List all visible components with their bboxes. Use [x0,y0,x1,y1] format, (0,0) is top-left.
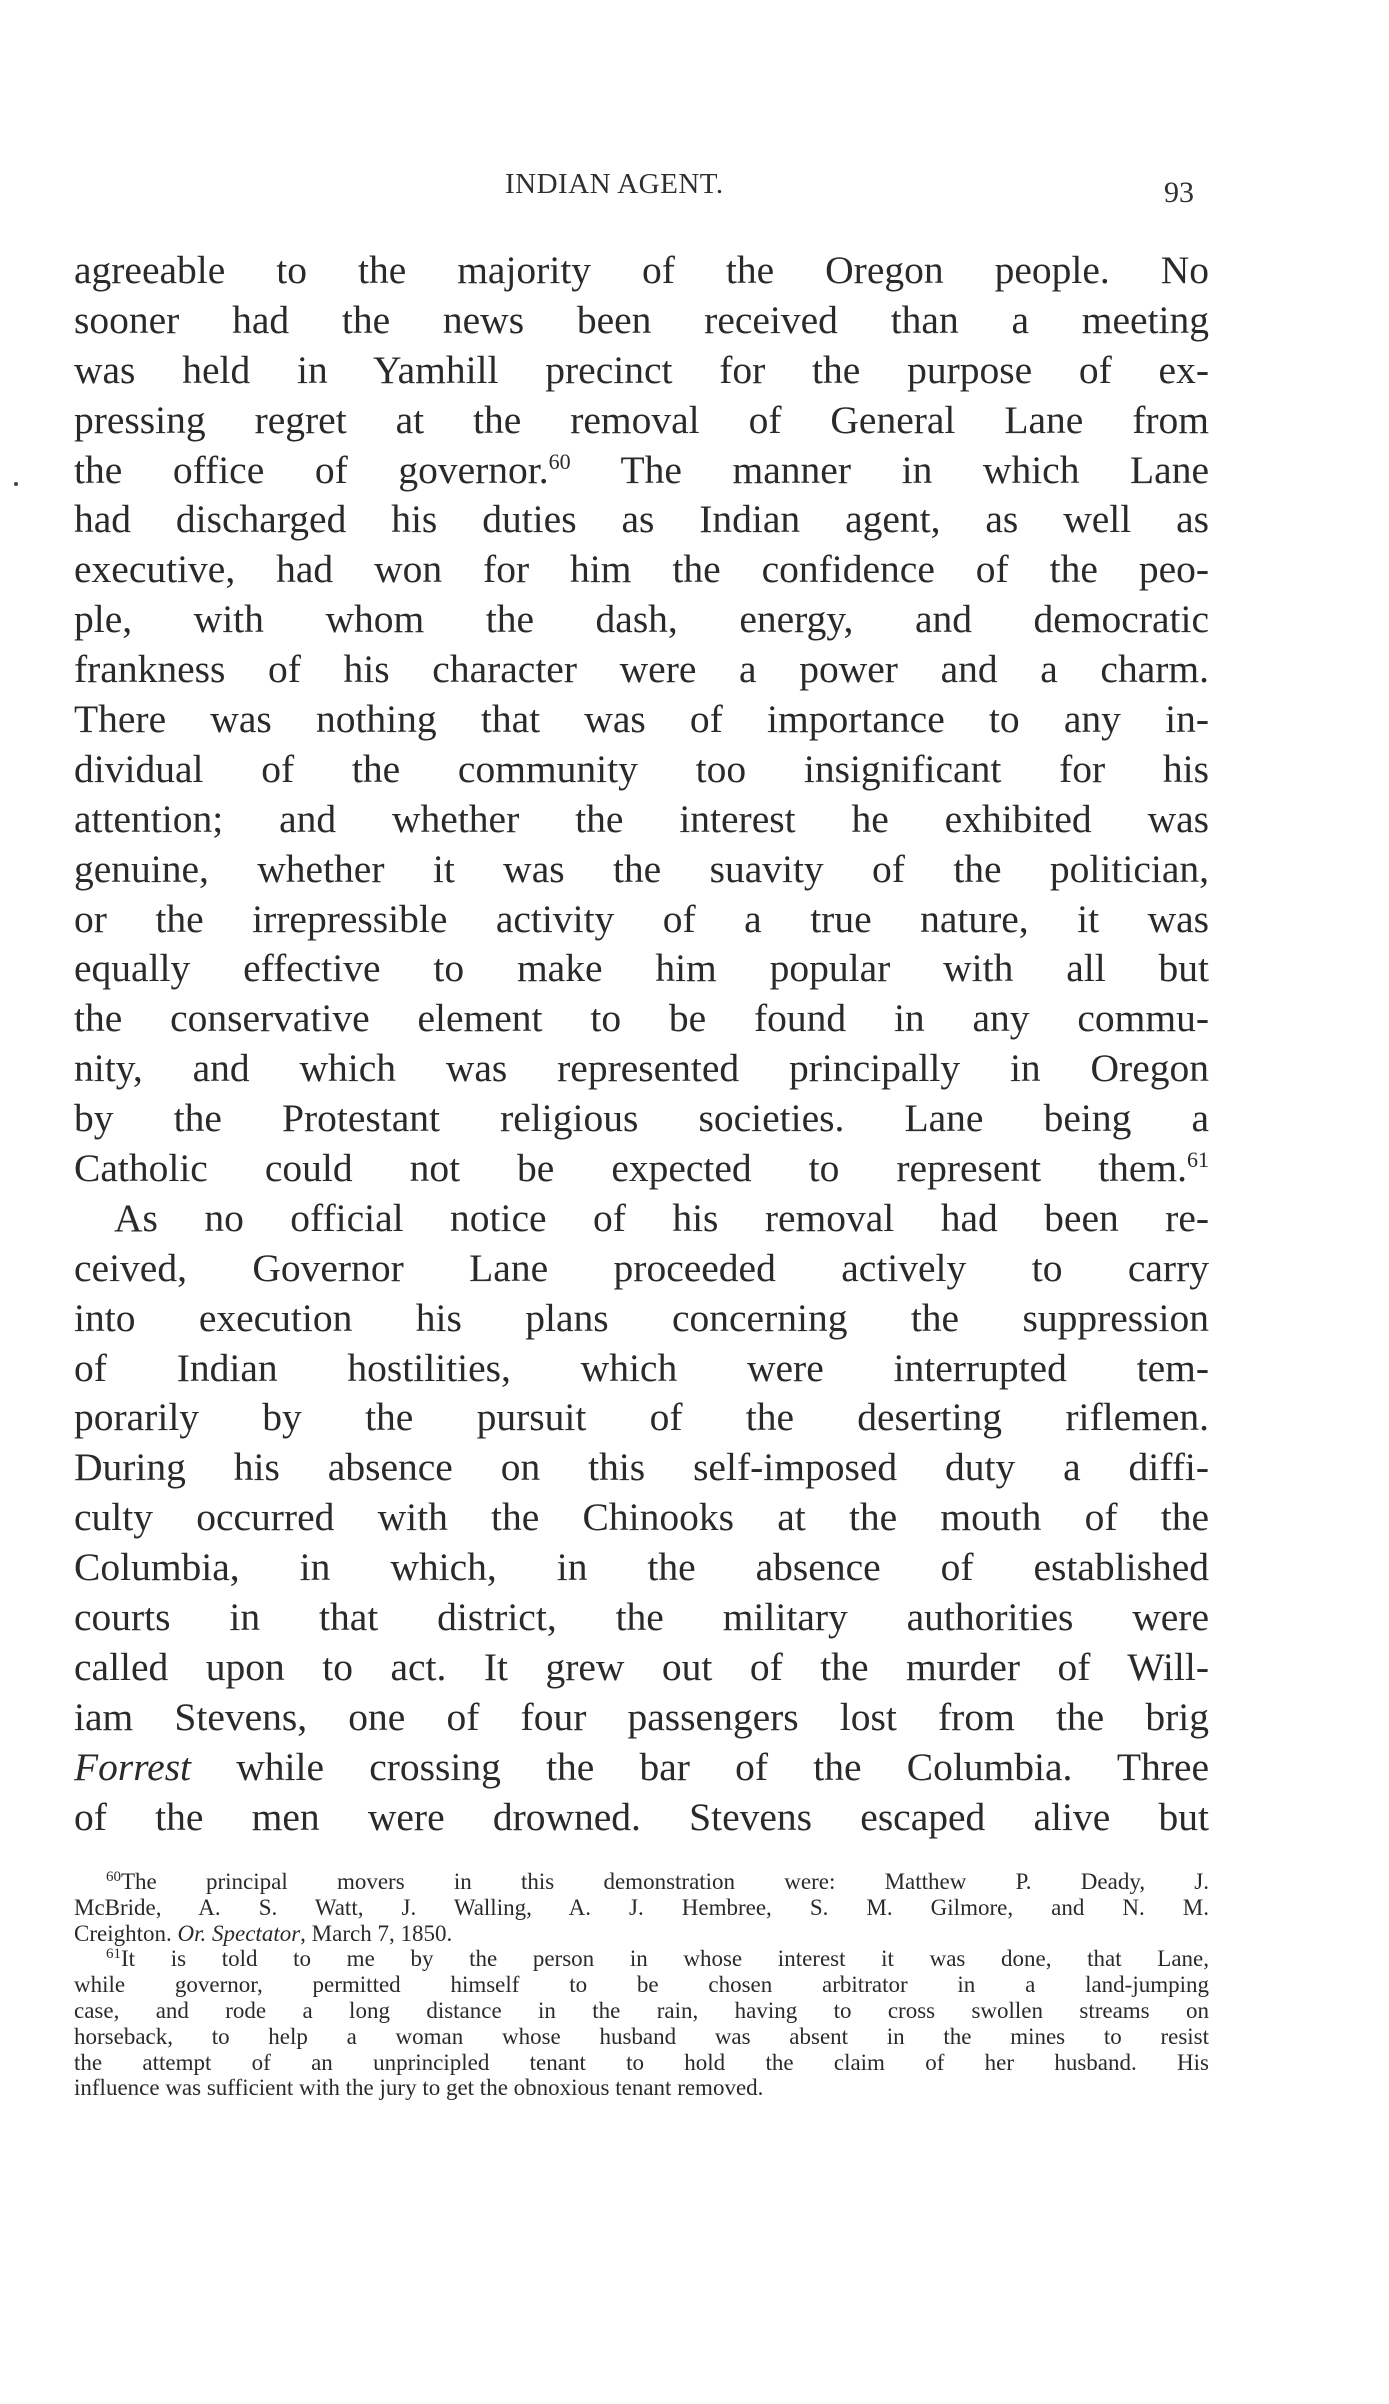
footnote-reference-60: 60 [548,448,571,474]
footnote-60-line: McBride, A. S. Watt, J. Walling, A. J. Hembree, S. M. Gilmore, and N. M. [74,1894,1209,1920]
text-line: During his absence on this self-imposed duty a diffi- [74,1445,1209,1490]
footnote-reference-61: 61 [1187,1147,1209,1173]
text-line: iam Stevens, one of four passengers lost from the brig [74,1694,1209,1739]
body-text [74,246,1209,1843]
text-line: frankness of his character were a power and a charm. [74,647,1209,692]
text-line: sooner had the news been received than a meeting [74,297,1209,342]
text-line: or the irrepressible activity of a true nature, it was [74,896,1209,941]
text-line: equally effective to make him popular with all but [74,946,1209,991]
text-line: Columbia, in which, in the absence of established [74,1545,1209,1590]
text-line [74,1743,1209,1793]
text-line: ple, with whom the dash, energy, and democratic [74,597,1209,642]
text-line: was held in Yamhill precinct for the purpose of ex- [74,347,1209,392]
footnote-61-line [74,1946,1209,1972]
text-line: had discharged his duties as Indian agent, as well as [74,497,1209,542]
text-line: dividual of the community too insignificant for his [74,746,1209,791]
text-line: genuine, whether it was the suavity of the politician, [74,846,1209,891]
text-line: ceived, Governor Lane proceeded actively to carry [74,1245,1209,1290]
publication-title: Or. Spectator [177,1920,301,1946]
text-line: As no official notice of his removal had been re- [114,1195,1209,1240]
text-fragment: It is told to me by the person in whose interest it was done, that Lane, [121,1946,1209,1972]
text-line: nity, and which was represented principally in Oregon [74,1046,1209,1091]
text-line: into execution his plans concerning the suppression [74,1295,1209,1340]
footnote-60-number: 60 [106,1869,121,1885]
text-line: There was nothing that was of importance to any in- [74,697,1209,742]
footnote-60-line [74,1869,1209,1895]
footnotes [74,1869,1209,2101]
text-line: the conservative element to be found in any commu- [74,996,1209,1041]
text-fragment: , March 7, 1850. [300,1920,453,1946]
text-line: courts in that district, the military authorities were [74,1595,1209,1640]
text-line: attention; and whether the interest he exhibited was [74,796,1209,841]
footnote-61-number: 61 [106,1946,121,1963]
text-line: agreeable to the majority of the Oregon people. No [74,248,1209,292]
footnote-60-line [74,1921,1209,1947]
text-line [74,446,1209,496]
text-fragment: Creighton. [74,1920,178,1946]
text-line: of Indian hostilities, which were interrupted tem- [74,1345,1209,1390]
text-line: by the Protestant religious societies. Lane being a [74,1096,1209,1141]
ship-name: Forrest [74,1744,192,1789]
text-line: porarily by the pursuit of the deserting riflemen. [74,1395,1209,1440]
text-fragment: The manner in which Lane [570,447,1209,492]
running-title: INDIAN AGENT. [505,168,724,200]
text-line: executive, had won for him the confidence of the peo- [74,547,1209,592]
footnote-61-line: case, and rode a long distance in the rain, having to cross swollen streams on [74,1997,1209,2023]
text-line [74,1144,1209,1194]
footnote-61-line: influence was sufficient with the jury to get the obnoxious tenant removed. [74,2075,764,2101]
footnote-61-line: the attempt of an unprincipled tenant to hold the claim of her husband. His [74,2049,1209,2075]
page-number: 93 [1164,176,1194,209]
footnote-61-line: horseback, to help a woman whose husband was absent in the mines to resist [74,2023,1209,2049]
text-line: pressing regret at the removal of General Lane from [74,397,1209,442]
text-line: of the men were drowned. Stevens escaped alive but [74,1794,1209,1839]
text-fragment: the office of governor. [74,447,549,492]
text-line: culty occurred with the Chinooks at the mouth of the [74,1495,1209,1540]
text-line: called upon to act. It grew out of the murder of Will- [74,1644,1209,1689]
text-fragment: while crossing the bar of the Columbia. Three [236,1744,1209,1789]
margin-mark [14,482,18,486]
text-fragment: The principal movers in this demonstration were: Matthew P. Deady, J. [121,1869,1209,1894]
footnote-61-line: while governor, permitted himself to be chosen arbitrator in a land-jumping [74,1972,1209,1998]
text-fragment: Catholic could not be expected to represent them. [74,1146,1187,1191]
